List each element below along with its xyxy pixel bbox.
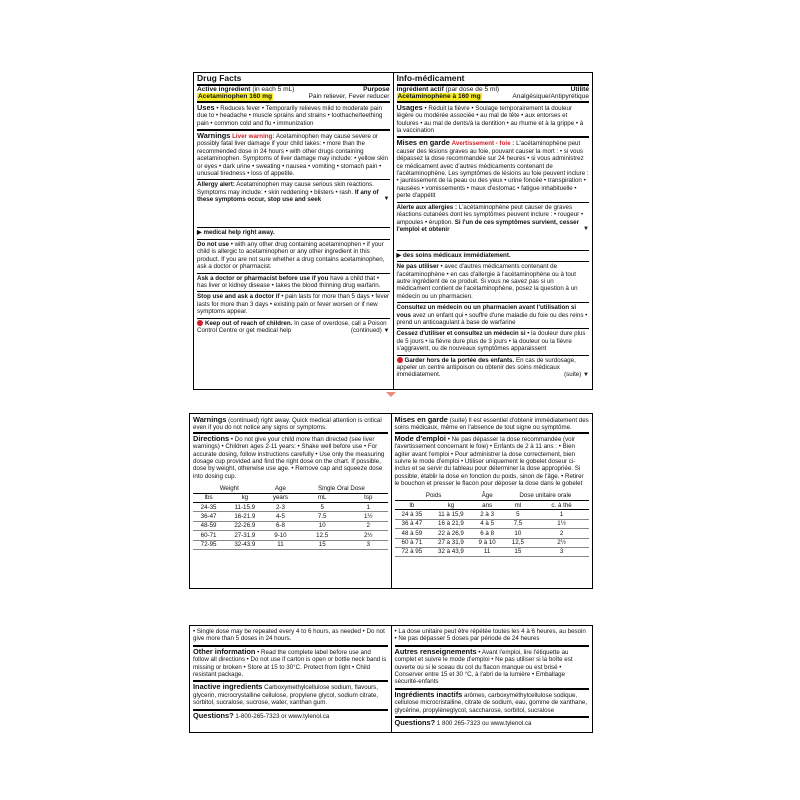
stop-use-label-fr: Cessez d'utiliser et consultez un médecin si	[396, 330, 526, 338]
warnings-continued-text-fr: (suite) Il est essentiel d'obtenir immédiatement des soins médicaux, même en l'absence de tout signe ou symptôme.	[394, 417, 589, 432]
table-unit-cell: kg	[224, 493, 265, 502]
keep-out-text: In case of overdose, call a Poison Control Centre or get medical help	[197, 319, 387, 334]
allergy-text-fr: L'acétaminophène peut causer de graves réactions cutanées dont les symptômes peuvent inclure : • rougeur • ampoules • éruption.	[396, 203, 584, 226]
triangle-down-icon: ▼	[583, 225, 589, 232]
ask-doctor-section-fr	[397, 302, 590, 328]
ask-doctor-text-fr: avez un enfant qui • souffre d'une maladie du foie ou des reins • prend un anticoagulant à base de warfarine	[396, 311, 588, 326]
table-cell: 1	[349, 503, 387, 512]
table-cell: 32-43.9	[224, 540, 265, 549]
table-cell: 32 à 43,9	[429, 548, 472, 557]
ask-doctor-label-fr: Consultez un médecin ou un pharmacien avant l'utilisation si vous	[396, 304, 577, 319]
dosing-table-fr	[395, 492, 590, 558]
table-cell: 1	[534, 510, 589, 519]
questions-section	[193, 709, 388, 722]
table-header-row	[395, 492, 590, 501]
table-cell: 24-35	[193, 503, 224, 512]
warnings-continued-label: Warnings	[193, 415, 227, 424]
active-purpose-fr: Analgésique/Antipyrétique	[512, 93, 589, 101]
inactive-label: Inactive ingredients	[193, 682, 263, 692]
directions-section	[193, 432, 388, 482]
table-cell: 36-47	[193, 512, 224, 521]
do-not-use-label-fr: Ne pas utiliser	[396, 263, 439, 271]
warnings-section	[197, 129, 390, 179]
ask-doctor-section	[197, 273, 390, 292]
table-cell: 36 à 47	[395, 519, 430, 528]
table-cell: 2	[534, 529, 589, 538]
french-column-1	[393, 73, 593, 389]
other-info-text-fr: • Avant l'emploi, lire l'étiquette au complet et suivre le mode d'emploi • Ne pas utiliser si la boîte est ouverte ou si le sceau du col du flacon manque ou est brisé • Conserver entre 15 et 30 °C, à l'abri de la lumière • Emballage sécurité-enfants	[394, 648, 573, 686]
drug-facts-title: Drug Facts	[197, 73, 390, 86]
table-unit-cell: ans	[473, 501, 502, 510]
active-label: Active ingredient	[197, 86, 251, 93]
directions-text-fr: • Ne pas dépasser la dose recommandée (voir l'avertissement concernant le foie) • Enfants de 2 à 11 ans : • Bien agiter avant l'emploi • Pour administrer la dose correctement, bien suivre le mode d'emploi • Utiliser uniquement le gobelet doseur ci-inclus et se servir du tableau pour déterminer la dose appropriée. Si possible, établir la dose en fonction du poids, sinon de l'âge. • Retirer le bouchon et presser le flacon pour déposer la dose dans le gobelet	[394, 435, 584, 488]
english-column-1	[194, 73, 393, 389]
table-cell: 3	[349, 540, 387, 549]
warnings-label: Warnings	[197, 131, 231, 141]
liver-warning-label-fr: Avertissement - foie :	[451, 140, 515, 148]
table-cell: 11 à 15,9	[429, 510, 472, 519]
table-cell: 1½	[534, 519, 589, 528]
directions-label: Directions	[193, 433, 230, 443]
table-cell: 4-5	[266, 512, 296, 521]
table-cell: 22 à 26,9	[429, 529, 472, 538]
continued-label-fr: (suite)	[564, 371, 582, 379]
table-cell: 16-21.9	[224, 512, 265, 521]
table-cell: 2-3	[266, 503, 296, 512]
table-cell: 9-10	[266, 531, 296, 540]
stop-sign-icon	[197, 320, 203, 326]
table-header-cell: Âge	[473, 492, 502, 501]
table-cell: 6 à 8	[473, 529, 502, 538]
table-header-cell: Age	[266, 484, 296, 493]
medical-help-text: ▶ medical help right away.	[197, 227, 390, 238]
table-cell: 2	[349, 521, 387, 530]
table-cell: 1½	[349, 512, 387, 521]
allergy-stop-fr: Si l'un de ces symptômes survient, cesser l'emploi et obtenir	[396, 218, 579, 233]
uses-section-fr	[397, 101, 590, 137]
table-cell: 27 à 31,9	[429, 538, 472, 547]
drug-facts-panel-3	[189, 625, 593, 733]
table-header-cell: Single Oral Dose	[295, 484, 387, 493]
table-row	[193, 540, 388, 549]
uses-text-fr: • Réduit la fièvre • Soulage temporairement la douleur légère ou modérée associée • au mal de tête • aux entorses et foulures • au mal de dents/à la dentition • au rhume et à la grippe • à la vaccination	[396, 104, 584, 135]
table-cell: 10	[502, 529, 535, 538]
table-unit-cell: lbs	[193, 493, 224, 502]
table-cell: 7,5	[502, 519, 535, 528]
table-cell: 48 à 59	[395, 529, 430, 538]
stop-sign-icon	[397, 357, 403, 363]
table-unit-cell: kg	[429, 501, 472, 510]
table-cell: 15	[295, 540, 349, 549]
table-unit-cell: tsp	[349, 493, 387, 502]
allergy-stop: If any of these symptoms occur, stop use and seek	[197, 188, 379, 204]
other-info-section	[193, 645, 388, 681]
repeat-dose-text-fr: • La dose unitaire peut être répétée toutes les 4 à 6 heures, au besoin • Ne pas dépasser 5 doses par période de 24 heures	[394, 628, 586, 643]
other-info-text: • Read the complete label before use and follow all directions • Do not use if carton is open or bottle neck band is missing or broken • Store at 15 to 30°C. Protect from light • Child resistant package.	[193, 648, 387, 679]
drug-facts-panel-1	[193, 72, 593, 390]
triangle-down-icon: ▼	[383, 327, 390, 334]
table-cell: 9 à 10	[473, 538, 502, 547]
keep-out-section	[197, 318, 390, 337]
active-note-fr: (par dose de 5 ml)	[445, 86, 500, 93]
table-units-row	[395, 501, 590, 510]
inactive-text-fr: arômes, carboxyméthylcellulose sodique, cellulose microcristalline, citrate de sodium, eau, gomme de xanthane, glycérine, propylèneglycol, saccharose, sorbitol, sucralose	[394, 691, 588, 714]
table-header-cell: Poids	[395, 492, 473, 501]
continued-label: (continued)	[350, 326, 382, 334]
stop-use-label: Stop use and ask a doctor if	[197, 293, 280, 301]
do-not-use-text: • with any other drug containing acetaminophen • if your child is allergic to acetaminophen or any other ingredient in this product. If you are not sure whether a drug contains acetaminophen, ask a doctor or pharmacist.	[197, 240, 385, 271]
table-cell: 11	[473, 548, 502, 557]
table-cell: 4 à 5	[473, 519, 502, 528]
tear-marker-icon	[386, 392, 396, 397]
directions-label-fr: Mode d'emploi	[394, 433, 446, 443]
table-header-cell: Weight	[193, 484, 266, 493]
allergy-section-fr	[397, 202, 590, 250]
table-unit-cell: c. à thé	[534, 501, 589, 510]
warnings-continued-text: (continued) right away. Quick medical attention is critical even if you do not notice any signs or symptoms.	[193, 417, 382, 432]
table-unit-cell: mL	[295, 493, 349, 502]
inactive-section-fr	[395, 688, 590, 716]
uses-label-fr: Usages	[396, 102, 423, 112]
medical-help-text-fr: ▶ des soins médicaux immédiatement.	[397, 250, 590, 261]
table-cell: 3	[534, 548, 589, 557]
info-medicament-title: Info-médicament	[397, 73, 590, 86]
table-cell: 5	[295, 503, 349, 512]
table-cell: 7.5	[295, 512, 349, 521]
do-not-use-section	[197, 239, 390, 273]
keep-out-text-fr: En cas de surdosage, appeler un centre antipoison ou obtenir des soins médicaux immédiatement.	[396, 356, 576, 379]
uses-text: • Reduces fever • Temporarily relieves mild to moderate pain due to • headache • muscle sprains and strains • toothache/teething pain • common cold and flu • immunization	[197, 104, 383, 127]
inactive-section	[193, 680, 388, 708]
table-row	[395, 529, 590, 538]
keep-out-label: Keep out of reach of children.	[205, 319, 293, 327]
table-cell: 5	[502, 510, 535, 519]
table-cell: 22-26.9	[224, 521, 265, 530]
table-row	[395, 548, 590, 557]
warnings-section-fr	[397, 136, 590, 201]
do-not-use-text-fr: • avec d'autres médicaments contenant de l'acétaminophène • en cas d'allergie à l'acétaminophène ou à tout autre ingrédient de ce produit. Si vous ne savez pas si un médicament contient de l'acétaminophène, posez la question à un médecin ou un pharmacien.	[396, 263, 578, 300]
english-column-2	[190, 414, 391, 588]
stop-use-text: • pain lasts for more than 5 days • fever lasts for more than 3 days • existing pain or fever worsen or if new symptoms appear.	[197, 293, 390, 316]
active-note: (in each 5 mL)	[252, 86, 295, 93]
table-units-row	[193, 493, 388, 502]
active-value: Acetaminophen 160 mg	[198, 93, 273, 101]
table-row	[193, 512, 388, 521]
purpose-label-fr: Utilité	[570, 86, 589, 93]
french-column-2	[391, 414, 593, 588]
warnings-continued	[193, 414, 388, 432]
table-cell: 15	[502, 548, 535, 557]
other-info-section-fr	[395, 645, 590, 688]
questions-text: 1-800-265-7323 or www.tylenol.ca	[235, 712, 330, 720]
table-header-cell: Dose unitaire orale	[502, 492, 589, 501]
table-cell: 2 à 3	[473, 510, 502, 519]
table-cell: 48-59	[193, 521, 224, 530]
table-row	[395, 538, 590, 547]
warnings-continued-fr	[395, 414, 590, 432]
liver-warning-text-fr: L'acétaminophène peut causer des lésions graves au foie, pouvant causer la mort : • si vous dépassez la dose recommandée sur 24 heures • si vous administrez ce médicament avec d'autres médicaments contenant de l'acétaminophène. Les symptômes de lésions au foie peuvent inclure : • jaunissement de la peau ou des yeux • urine foncée • transpiration • nausées • vomissements • maux d'estomac • fatigue inhabituelle • perte d'appétit	[396, 140, 589, 200]
french-column-3	[391, 626, 593, 732]
table-cell: 12,5	[502, 538, 535, 547]
table-row	[395, 510, 590, 519]
table-cell: 11-15.9	[224, 503, 265, 512]
do-not-use-section-fr	[397, 261, 590, 302]
allergy-section	[197, 179, 390, 227]
keep-out-label-fr: Garder hors de la portée des enfants.	[404, 356, 515, 364]
table-row	[193, 503, 388, 512]
table-cell: 72-95	[193, 540, 224, 549]
table-cell: 72 à 95	[395, 548, 430, 557]
table-cell: 24 à 35	[395, 510, 430, 519]
keep-out-section-fr	[397, 355, 590, 381]
table-cell: 2½	[349, 531, 387, 540]
allergy-label: Allergy alert:	[197, 181, 235, 189]
triangle-down-icon: ▼	[583, 372, 589, 379]
table-cell: 12.5	[295, 531, 349, 540]
table-cell: 27-31.9	[224, 531, 265, 540]
do-not-use-label: Do not use	[197, 240, 229, 248]
table-cell: 10	[295, 521, 349, 530]
questions-label: Questions?	[193, 710, 234, 720]
table-cell: 6-8	[266, 521, 296, 530]
english-column-3	[190, 626, 391, 732]
directions-section-fr	[395, 432, 590, 490]
questions-label-fr: Questions?	[394, 718, 436, 728]
dosing-table	[193, 484, 388, 550]
uses-label: Uses	[197, 102, 215, 112]
questions-text-fr: 1 800 265-7323 ou www.tylenol.ca	[436, 720, 532, 728]
table-cell: 11	[266, 540, 296, 549]
allergy-text: Acetaminophen may cause serious skin reactions. Symptoms may include: • skin reddening • blisters • rash.	[197, 181, 374, 196]
active-label-fr: Ingrédient actif	[396, 86, 444, 93]
table-header-row	[193, 484, 388, 493]
table-unit-cell: lb	[395, 501, 430, 510]
table-unit-cell: years	[266, 493, 296, 502]
stop-use-section-fr	[397, 328, 590, 354]
repeat-dose-text: • Single dose may be repeated every 4 to 6 hours, as needed • Do not give more than 5 doses in 24 hours.	[193, 628, 385, 643]
active-purpose: Pain reliever, Fever reducer	[308, 93, 390, 101]
liver-warning-text: Acetaminophen may cause severe or possibly fatal liver damage if your child takes: • more than the recommended dose in 24 hours • with other drugs containing acetaminophen. Symptoms of liver damage may include: • yellow skin or eyes • dark urine • sweating • nausea • vomiting • stomach pain • unusual tiredness • loss of appetite.	[197, 133, 388, 178]
stop-use-text-fr: • la douleur dure plus de 5 jours • la fièvre dure plus de 3 jours • la douleur ou la fièvre s'aggravent, ou de nouveaux symptômes apparaissent	[396, 330, 586, 353]
table-unit-cell: ml	[502, 501, 535, 510]
warnings-label-fr: Mises en garde	[396, 138, 450, 148]
other-info-label: Other information	[193, 646, 256, 656]
table-row	[193, 521, 388, 530]
inactive-label-fr: Ingrédients inactifs	[394, 689, 463, 699]
table-cell: 60 à 71	[395, 538, 430, 547]
drug-facts-panel-2	[189, 413, 593, 589]
table-cell: 2½	[534, 538, 589, 547]
table-cell: 16 à 21,9	[429, 519, 472, 528]
ask-doctor-text: have a child that • has liver or kidney disease • takes the blood thinning drug warfarin.	[197, 274, 381, 289]
other-info-label-fr: Autres renseignements	[394, 646, 477, 656]
directions-text: • Do not give your child more than directed (see liver warnings) • Children ages 2-11 years: • Shake well before use • For accurate dosing, follow instructions carefully • Use only the measuring dosage cup provided and find the right dose on the chart. If possible, dose by weight, otherwise use age. • Remove cap and squeeze dose into dosing cup.	[193, 435, 385, 480]
liver-warning-label: Liver warning:	[232, 133, 275, 141]
warnings-continued-label-fr: Mises en garde	[394, 415, 448, 424]
purpose-label: Purpose	[363, 86, 390, 93]
ask-doctor-label: Ask a doctor or pharmacist before use if you	[197, 274, 329, 282]
stop-use-section	[197, 291, 390, 317]
uses-section	[197, 101, 390, 129]
triangle-down-icon: ▼	[383, 196, 390, 203]
table-row	[193, 531, 388, 540]
inactive-text: Carboxymethylcellulose sodium, flavours, glycerin, microcrystalline cellulose, propylene glycol, sodium citrate, sorbitol, sucralose, sucrose, water, xanthan gum.	[193, 684, 379, 707]
questions-section-fr	[395, 716, 590, 729]
table-cell: 60-71	[193, 531, 224, 540]
allergy-label-fr: Alerte aux allergies :	[396, 203, 458, 211]
active-value-fr: Acétaminophène à 160 mg	[397, 93, 481, 101]
table-row	[395, 519, 590, 528]
